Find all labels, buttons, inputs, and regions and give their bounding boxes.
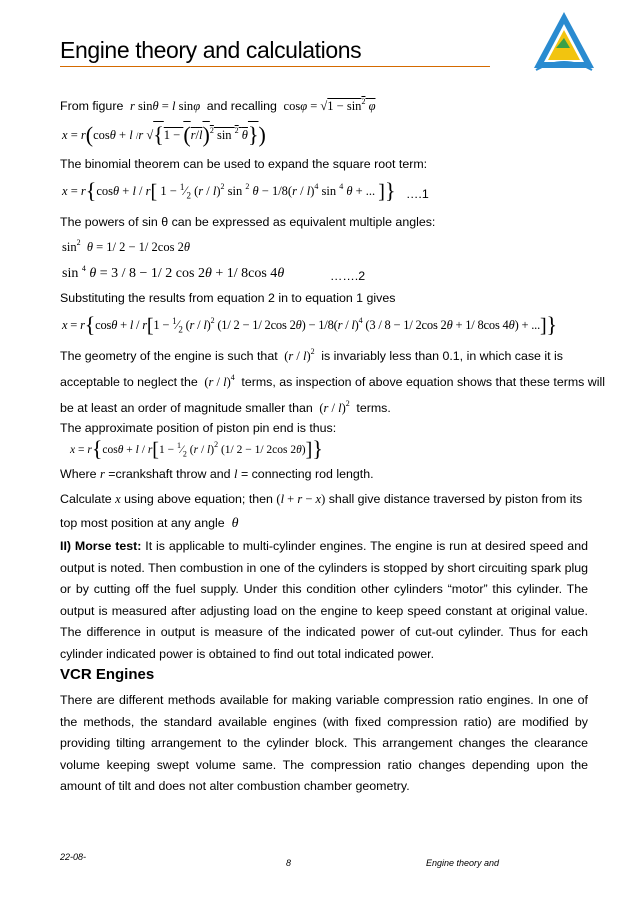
equation-approx: $x = r\{\cos\theta + l / r[1 - ^1⁄_2$ (r / l)$^2$ (1/ 2 − 1/ 2cos 2θ)]} [70, 436, 323, 461]
line-from-figure: From figure r sinθ = l sinφ and recalling $\cos\varphi = √1 - \sin^2 \varphi$ [60, 97, 376, 113]
where-line: Where r =crankshaft throw and l = connecting rod length. [60, 467, 374, 481]
footer-date: 22-08- [60, 852, 87, 862]
substituting-text: Substituting the results from equation 2 in to equation 1 gives [60, 291, 396, 305]
approx-text: The approximate position of piston pin end is thus: [60, 421, 337, 435]
footer-running-title: Engine theory and [426, 858, 500, 868]
equation-1-number: ….1 [406, 187, 429, 201]
equation-sin-squared: $\sin^2 \theta = 1/$ 2 − 1/ 2cos 2θ [62, 238, 190, 254]
powers-text: The powers of sin θ can be expressed as equivalent multiple angles: [60, 215, 436, 229]
morse-heading: II) Morse test: [60, 539, 142, 553]
calculate-line: Calculate x using above equation; then (l + r − x) shall give distance traversed by piston from its [60, 492, 583, 506]
geometry-line-3: be at least an order of magnitude smaller than (r / l)$^2$ terms. [60, 399, 391, 415]
page-title: Engine theory and calculations [60, 37, 362, 63]
equation-substituted: $x = r\{\cos\theta + l / r[1 - ^1⁄_2$ (r / l)$^2$ (1/ 2 − 1/ 2cos 2θ) − 1/8(r / l)$^4$ (3 / 8 − 1/ 2cos 2θ + 1/ 8cos 4θ) + ...]} [62, 312, 557, 337]
footer-page-number: 8 [286, 858, 292, 868]
equation-2-number: …….2 [330, 269, 366, 283]
institution-logo [530, 8, 598, 76]
equation-x-sqrt: x = r(cosθ + l /r $√\{1 - (r/l)^2$ sin $^2$ θ}) [62, 122, 266, 147]
equation-cos-phi: $\cos\varphi = √1 - \sin^2 \varphi$ [280, 97, 376, 113]
title-underline [60, 66, 490, 67]
morse-text: It is applicable to multi-cylinder engines. The engine is run at desired speed and output is noted. Then combustion in one of the cylinders is stopped by short circuiting spark plug or by cutting off the fuel supply. Under this condition other cylinders “motor” this cylinder. The output is measured after adjusting load on the engine to keep speed constant at original value. The difference in output is measure of the indicated power of cut-out cylinder. Thus for each cylinder indicated power is obtained to find out total indicated power. [60, 539, 588, 661]
equation-2: sin $^4$ θ = 3 / 8 − 1/ 2 cos 2θ + 1/ 8cos 4θ [62, 264, 285, 281]
morse-paragraph [60, 536, 588, 665]
binomial-text: The binomial theorem can be used to expand the square root term: [60, 157, 428, 171]
vcr-heading: VCR Engines [60, 666, 155, 683]
equation-sine-relation: r sinθ = l sinφ [129, 99, 201, 113]
geometry-line-2: acceptable to neglect the (r / l)$^4$ terms, as inspection of above equation shows that these terms will [60, 373, 606, 389]
top-position-line: top most position at any angle θ [60, 516, 239, 531]
vcr-paragraph: There are different methods available for making variable compression ratio engines. In one of the methods, the standard available engines (with fixed compression ratio) are modified by providing tilting arrangement to the cylinder block. This arrangement changes the clearance volume keeping swept volume same. The compression ratio changes depending upon the amount of tilt and does not alter combustion chamber geometry. [60, 693, 588, 793]
geometry-line-1: The geometry of the engine is such that (r / l)$^2$ is invariably less than 0.1, in which case it is [60, 347, 563, 363]
equation-1: x = r{cosθ + l / r[ $1 - ^1⁄_2$ (r / l)$^2$ sin $^2$ θ − 1/8(r / l)$^4$ sin $^4$ θ + ... ]} [62, 178, 396, 203]
